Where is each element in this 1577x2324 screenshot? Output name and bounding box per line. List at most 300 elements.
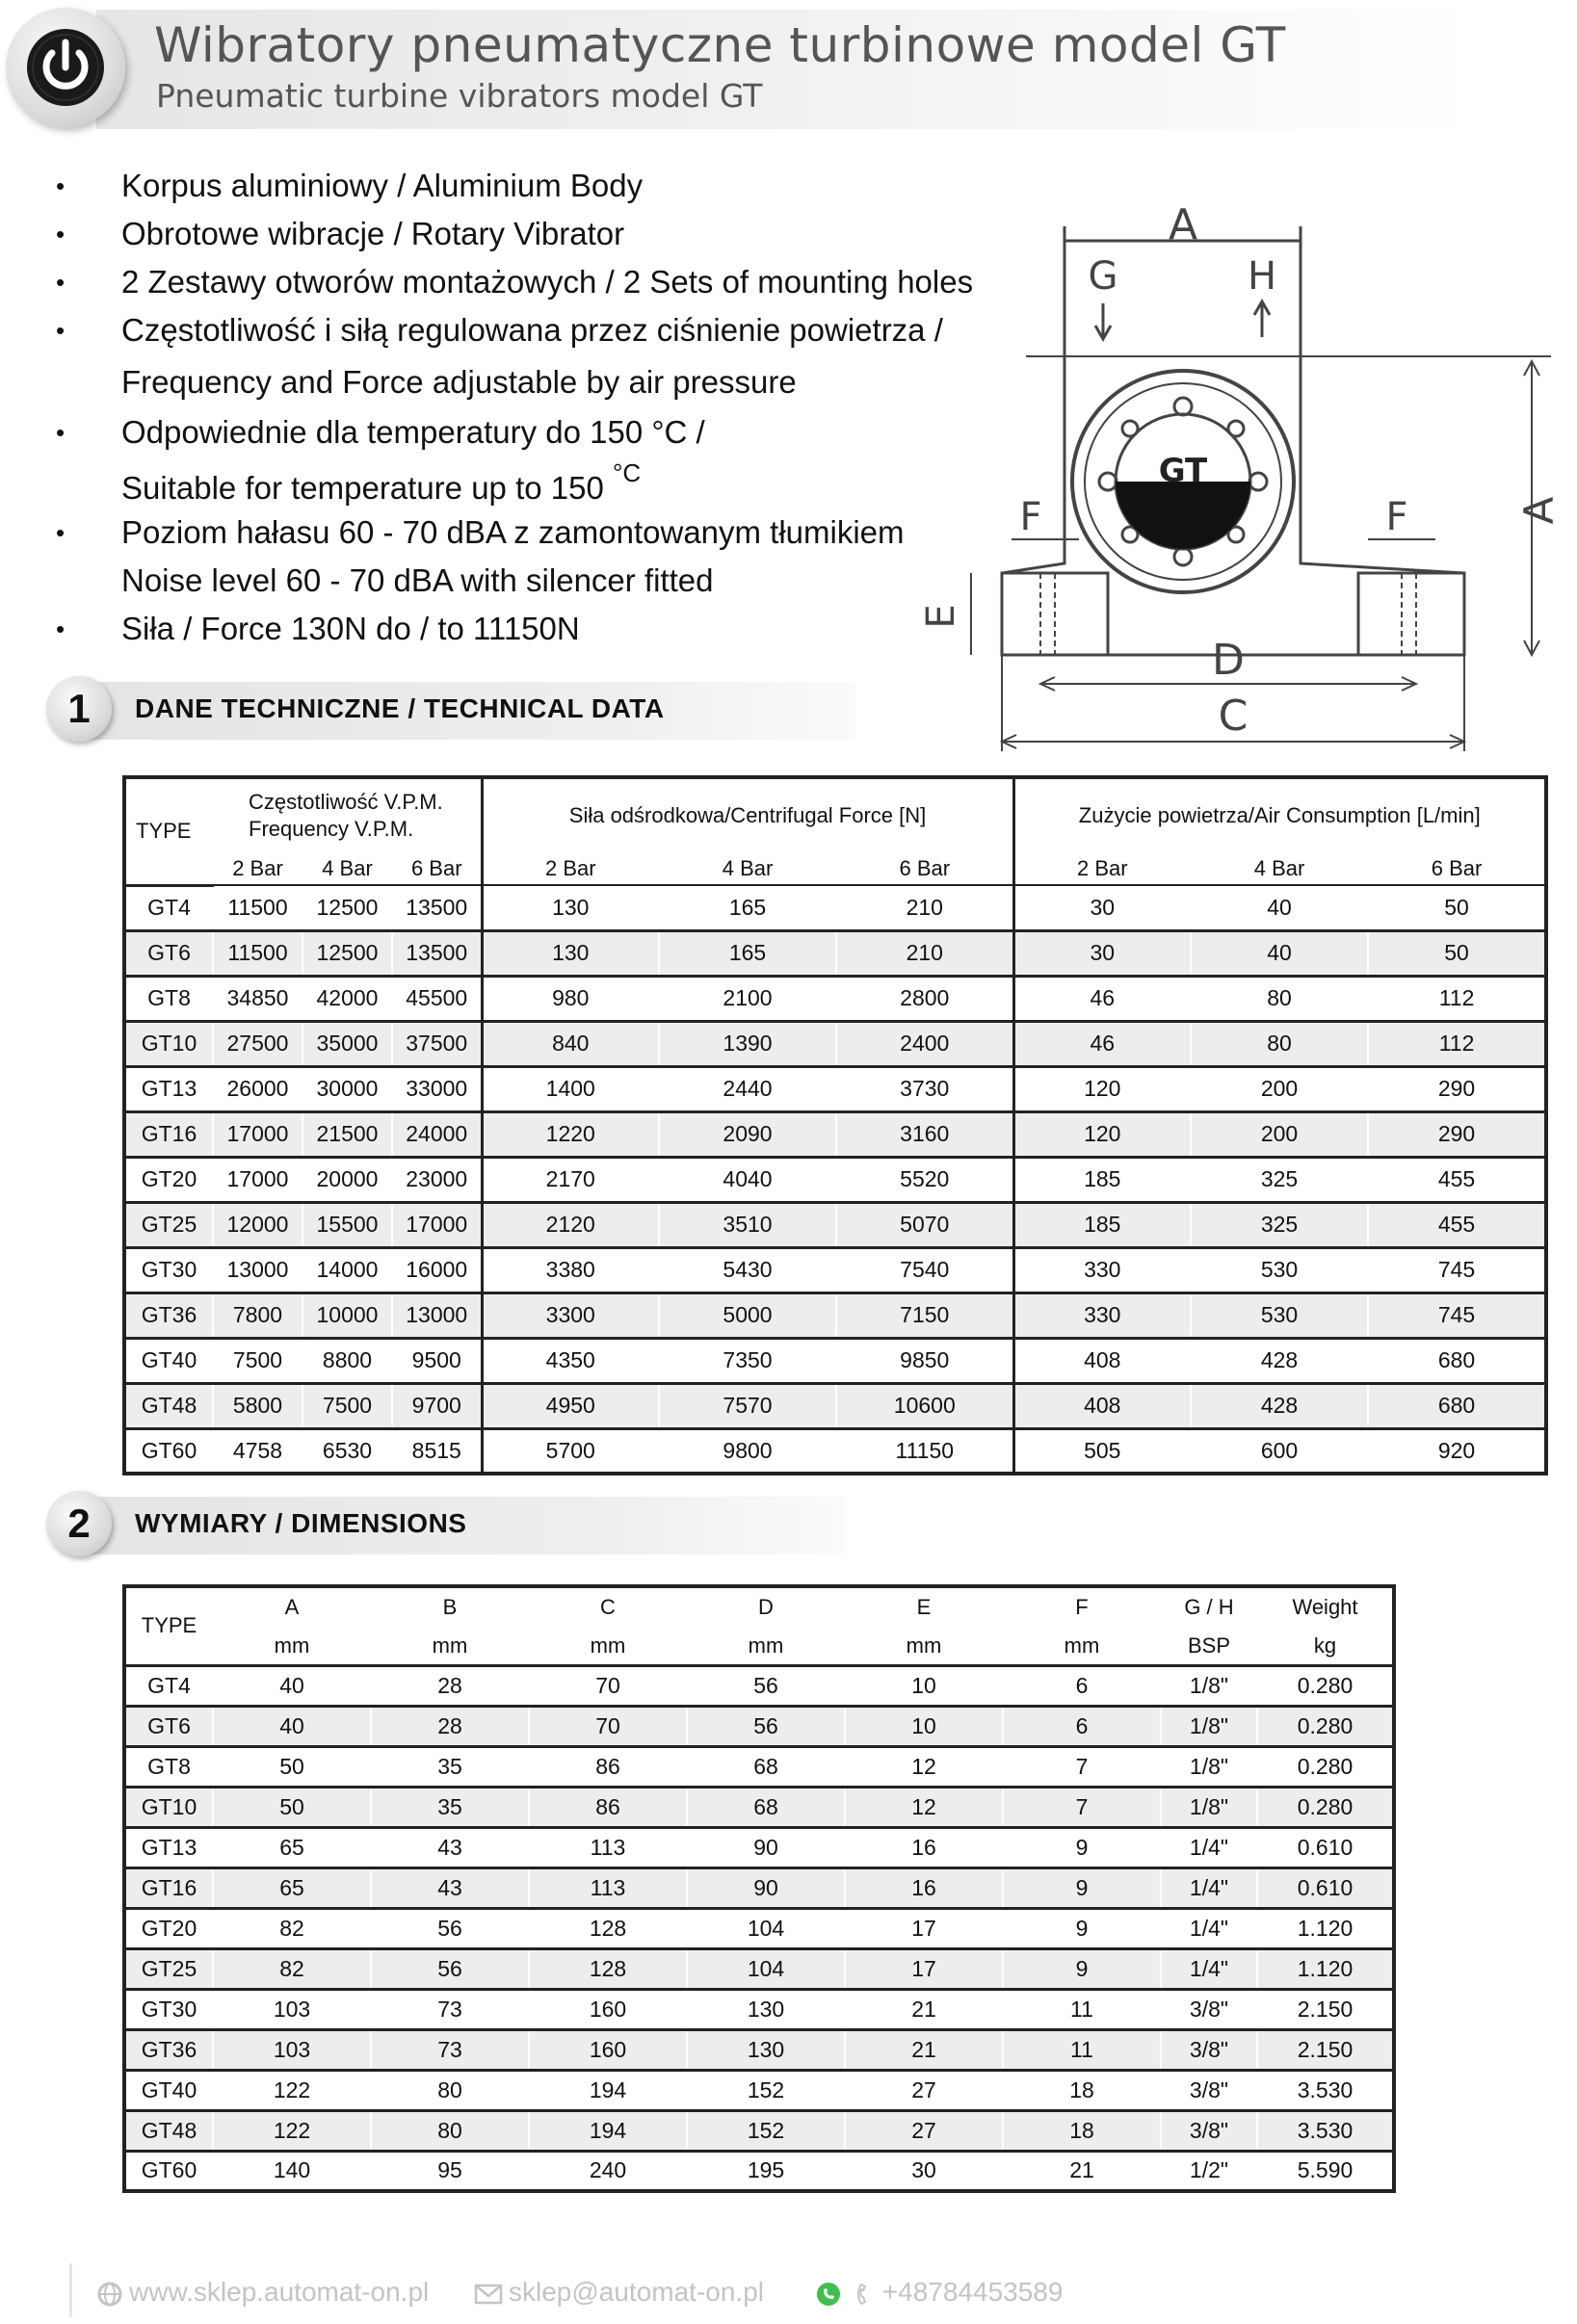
table-row	[124, 1827, 1394, 1867]
table-cell: 1/4"	[1161, 1908, 1257, 1948]
table-cell: 43	[371, 1827, 529, 1867]
globe-icon	[96, 2281, 123, 2308]
table-cell: 1400	[482, 1066, 659, 1111]
table-cell: 290	[1368, 1111, 1546, 1157]
table-cell: 4758	[213, 1428, 302, 1474]
table-cell: 7350	[659, 1338, 836, 1383]
table-cell: 2090	[659, 1111, 836, 1157]
table-cell: 210	[836, 930, 1013, 976]
table-cell: 40	[1191, 930, 1368, 976]
table-cell: 27500	[213, 1021, 302, 1066]
table-cell: 86	[529, 1787, 687, 1827]
power-icon	[21, 23, 110, 112]
table-cell: 408	[1013, 1338, 1191, 1383]
table-cell: 1.120	[1257, 1908, 1394, 1948]
table-cell: 330	[1013, 1293, 1191, 1338]
table-cell: 1/8"	[1161, 1706, 1257, 1746]
table-cell: 194	[529, 2110, 687, 2151]
table-cell: 50	[1368, 885, 1546, 930]
table-cell: 745	[1368, 1293, 1546, 1338]
table-cell: 82	[213, 1948, 371, 1989]
vibrator-drawing	[857, 202, 1570, 761]
table-cell: 11500	[213, 885, 302, 930]
table-cell: 120	[1013, 1066, 1191, 1111]
table-row	[124, 2070, 1394, 2110]
table-cell: 15500	[302, 1202, 392, 1247]
table-cell: 12500	[302, 885, 392, 930]
table-cell: 9800	[659, 1428, 836, 1474]
table-cell: 7	[1003, 1746, 1161, 1787]
table-cell: 11	[1003, 1989, 1161, 2029]
row-type: GT40	[124, 1338, 213, 1383]
table-cell: 13500	[392, 885, 482, 930]
table-cell: 4040	[659, 1157, 836, 1202]
table-cell: 30	[845, 2151, 1003, 2191]
table-cell: 3/8"	[1161, 2070, 1257, 2110]
table-cell: 200	[1191, 1066, 1368, 1111]
row-type: GT16	[124, 1867, 213, 1908]
row-type: GT16	[124, 1111, 213, 1157]
table-cell: 165	[659, 930, 836, 976]
table-cell: 17	[845, 1908, 1003, 1948]
table-cell: 455	[1368, 1202, 1546, 1247]
table-cell: 428	[1191, 1338, 1368, 1383]
row-type: GT30	[124, 1247, 213, 1293]
table-cell: 6	[1003, 1665, 1161, 1706]
mail-icon	[474, 2283, 503, 2306]
col-header-unit: mm	[687, 1627, 845, 1665]
table-cell: 11500	[213, 930, 302, 976]
col-header-unit: mm	[213, 1627, 371, 1665]
table-cell: 34850	[213, 976, 302, 1021]
table-cell: 745	[1368, 1247, 1546, 1293]
table-cell: 1390	[659, 1021, 836, 1066]
col-header-pressure: 6 Bar	[1368, 852, 1546, 885]
table-cell: 0.280	[1257, 1665, 1394, 1706]
table-cell: 428	[1191, 1383, 1368, 1428]
table-cell: 95	[371, 2151, 529, 2191]
table-cell: 3160	[836, 1111, 1013, 1157]
table-cell: 30	[1013, 885, 1191, 930]
table-cell: 112	[1368, 1021, 1546, 1066]
table-cell: 7	[1003, 1787, 1161, 1827]
section-number: 2	[46, 1491, 112, 1556]
table-cell: 5.590	[1257, 2151, 1394, 2191]
table-cell: 6530	[302, 1428, 392, 1474]
table-cell: 104	[687, 1948, 845, 1989]
dim-label-f-right: F	[1385, 495, 1408, 539]
table-cell: 530	[1191, 1247, 1368, 1293]
table-cell: 130	[687, 2029, 845, 2070]
col-header-unit: kg	[1257, 1627, 1394, 1665]
gt-badge: GT	[1158, 452, 1208, 490]
table-cell: 840	[482, 1021, 659, 1066]
dim-label-f-left: F	[1019, 495, 1042, 539]
table-cell: 5000	[659, 1293, 836, 1338]
table-cell: 30000	[302, 1066, 392, 1111]
table-row	[124, 1867, 1394, 1908]
table-row	[124, 1989, 1394, 2029]
table-row	[124, 2110, 1394, 2151]
col-header-pressure: 2 Bar	[1013, 852, 1191, 885]
table-cell: 5520	[836, 1157, 1013, 1202]
table-cell: 35000	[302, 1021, 392, 1066]
row-type: GT4	[124, 1665, 213, 1706]
table-cell: 23000	[392, 1157, 482, 1202]
col-header-pressure: 2 Bar	[213, 852, 302, 885]
col-header-type: TYPE	[124, 1586, 213, 1665]
table-cell: 7540	[836, 1247, 1013, 1293]
table-cell: 2440	[659, 1066, 836, 1111]
table-cell: 2800	[836, 976, 1013, 1021]
table-cell: 680	[1368, 1338, 1546, 1383]
table-cell: 40	[213, 1706, 371, 1746]
col-header-dimension: D	[687, 1586, 845, 1627]
footer-phone[interactable]: +48784453589	[815, 2277, 1063, 2308]
table-cell: 8800	[302, 1338, 392, 1383]
col-header-unit: mm	[529, 1627, 687, 1665]
table-cell: 35	[371, 1746, 529, 1787]
table-row	[124, 2029, 1394, 2070]
table-cell: 113	[529, 1827, 687, 1867]
table-cell: 7500	[213, 1338, 302, 1383]
table-cell: 165	[659, 885, 836, 930]
whatsapp-icon	[815, 2281, 842, 2308]
table-row	[124, 1202, 1546, 1247]
table-cell: 50	[1368, 930, 1546, 976]
power-logo	[6, 8, 125, 127]
table-row	[124, 1021, 1546, 1066]
table-cell: 1/8"	[1161, 1746, 1257, 1787]
table-cell: 12000	[213, 1202, 302, 1247]
table-row	[124, 1948, 1394, 1989]
col-header-type: TYPE	[124, 777, 213, 885]
table-cell: 12	[845, 1787, 1003, 1827]
table-cell: 27	[845, 2070, 1003, 2110]
technical-data-table	[122, 775, 1548, 1475]
table-cell: 0.280	[1257, 1787, 1394, 1827]
col-header-pressure: 4 Bar	[302, 852, 392, 885]
table-cell: 65	[213, 1867, 371, 1908]
table-cell: 195	[687, 2151, 845, 2191]
table-cell: 128	[529, 1948, 687, 1989]
table-cell: 7500	[302, 1383, 392, 1428]
table-cell: 3.530	[1257, 2110, 1394, 2151]
table-cell: 9700	[392, 1383, 482, 1428]
table-cell: 16000	[392, 1247, 482, 1293]
table-row	[124, 976, 1546, 1021]
table-cell: 152	[687, 2110, 845, 2151]
col-header-pressure: 4 Bar	[1191, 852, 1368, 885]
table-cell: 21500	[302, 1111, 392, 1157]
table-cell: 530	[1191, 1293, 1368, 1338]
table-cell: 90	[687, 1827, 845, 1867]
table-cell: 185	[1013, 1157, 1191, 1202]
table-cell: 4950	[482, 1383, 659, 1428]
table-cell: 0.610	[1257, 1827, 1394, 1867]
table-cell: 1/8"	[1161, 1787, 1257, 1827]
col-header-air: Zużycie powietrza/Air Consumption [L/min]	[1013, 777, 1546, 852]
table-cell: 240	[529, 2151, 687, 2191]
row-type: GT60	[124, 2151, 213, 2191]
table-cell: 20000	[302, 1157, 392, 1202]
table-cell: 113	[529, 1867, 687, 1908]
table-cell: 30	[1013, 930, 1191, 976]
page-subtitle: Pneumatic turbine vibrators model GT	[156, 77, 763, 115]
table-cell: 28	[371, 1665, 529, 1706]
table-cell: 11	[1003, 2029, 1161, 2070]
table-cell: 17000	[392, 1202, 482, 1247]
col-header-force: Siła odśrodkowa/Centrifugal Force [N]	[482, 777, 1013, 852]
table-row	[124, 885, 1546, 930]
table-cell: 12	[845, 1746, 1003, 1787]
table-cell: 37500	[392, 1021, 482, 1066]
table-cell: 28	[371, 1706, 529, 1746]
table-cell: 130	[482, 930, 659, 976]
table-cell: 5700	[482, 1428, 659, 1474]
row-type: GT36	[124, 1293, 213, 1338]
table-cell: 122	[213, 2110, 371, 2151]
table-cell: 3510	[659, 1202, 836, 1247]
table-row	[124, 1247, 1546, 1293]
col-header-pressure: 4 Bar	[659, 852, 836, 885]
table-cell: 33000	[392, 1066, 482, 1111]
table-cell: 9500	[392, 1338, 482, 1383]
table-cell: 68	[687, 1787, 845, 1827]
table-cell: 140	[213, 2151, 371, 2191]
table-cell: 0.280	[1257, 1706, 1394, 1746]
table-cell: 9	[1003, 1948, 1161, 1989]
table-cell: 152	[687, 2070, 845, 2110]
footer-divider	[69, 2263, 72, 2317]
table-cell: 408	[1013, 1383, 1191, 1428]
table-cell: 185	[1013, 1202, 1191, 1247]
footer-website[interactable]: www.sklep.automat-on.pl	[96, 2277, 429, 2308]
table-cell: 18	[1003, 2110, 1161, 2151]
col-header-pressure: 6 Bar	[836, 852, 1013, 885]
table-cell: 600	[1191, 1428, 1368, 1474]
row-type: GT8	[124, 1746, 213, 1787]
col-header-unit: BSP	[1161, 1627, 1257, 1665]
table-cell: 1/4"	[1161, 1948, 1257, 1989]
table-cell: 9	[1003, 1867, 1161, 1908]
table-cell: 40	[1191, 885, 1368, 930]
table-cell: 10600	[836, 1383, 1013, 1428]
table-cell: 3.530	[1257, 2070, 1394, 2110]
table-cell: 330	[1013, 1247, 1191, 1293]
row-type: GT6	[124, 930, 213, 976]
table-row	[124, 1665, 1394, 1706]
table-cell: 3/8"	[1161, 1989, 1257, 2029]
row-type: GT60	[124, 1428, 213, 1474]
table-cell: 35	[371, 1787, 529, 1827]
table-cell: 18	[1003, 2070, 1161, 2110]
table-row	[124, 1746, 1394, 1787]
row-type: GT10	[124, 1021, 213, 1066]
table-cell: 2100	[659, 976, 836, 1021]
col-header-dimension: A	[213, 1586, 371, 1627]
table-cell: 24000	[392, 1111, 482, 1157]
table-cell: 1/2"	[1161, 2151, 1257, 2191]
table-cell: 17	[845, 1948, 1003, 1989]
col-header-dimension: B	[371, 1586, 529, 1627]
row-type: GT6	[124, 1706, 213, 1746]
dim-label-h: H	[1247, 254, 1277, 299]
table-cell: 73	[371, 2029, 529, 2070]
table-cell: 1220	[482, 1111, 659, 1157]
table-cell: 7150	[836, 1293, 1013, 1338]
table-cell: 0.280	[1257, 1746, 1394, 1787]
table-cell: 160	[529, 1989, 687, 2029]
table-cell: 8515	[392, 1428, 482, 1474]
table-cell: 210	[836, 885, 1013, 930]
table-cell: 5070	[836, 1202, 1013, 1247]
table-cell: 80	[1191, 976, 1368, 1021]
table-cell: 9	[1003, 1908, 1161, 1948]
table-cell: 7570	[659, 1383, 836, 1428]
row-type: GT25	[124, 1948, 213, 1989]
col-header-unit: mm	[845, 1627, 1003, 1665]
table-cell: 11150	[836, 1428, 1013, 1474]
table-row	[124, 1383, 1546, 1428]
table-cell: 86	[529, 1746, 687, 1787]
table-cell: 104	[687, 1908, 845, 1948]
table-cell: 2.150	[1257, 2029, 1394, 2070]
table-cell: 1/4"	[1161, 1827, 1257, 1867]
table-cell: 112	[1368, 976, 1546, 1021]
table-cell: 17000	[213, 1157, 302, 1202]
table-cell: 122	[213, 2070, 371, 2110]
table-cell: 3/8"	[1161, 2110, 1257, 2151]
table-cell: 9	[1003, 1827, 1161, 1867]
footer	[0, 2263, 1577, 2321]
table-cell: 46	[1013, 1021, 1191, 1066]
table-cell: 7800	[213, 1293, 302, 1338]
table-cell: 103	[213, 2029, 371, 2070]
dim-label-d: D	[1212, 636, 1245, 685]
table-cell: 2120	[482, 1202, 659, 1247]
table-cell: 56	[371, 1908, 529, 1948]
row-type: GT13	[124, 1827, 213, 1867]
section-title: WYMIARY / DIMENSIONS	[135, 1508, 467, 1538]
col-header-dimension: Weight	[1257, 1586, 1394, 1627]
table-cell: 980	[482, 976, 659, 1021]
table-row	[124, 1157, 1546, 1202]
table-cell: 200	[1191, 1111, 1368, 1157]
row-type: GT48	[124, 2110, 213, 2151]
table-cell: 160	[529, 2029, 687, 2070]
table-cell: 5430	[659, 1247, 836, 1293]
dim-label-a-side: A	[1515, 496, 1563, 525]
dim-label-c: C	[1218, 692, 1248, 741]
table-cell: 2170	[482, 1157, 659, 1202]
table-cell: 26000	[213, 1066, 302, 1111]
table-cell: 82	[213, 1908, 371, 1948]
col-header-dimension: C	[529, 1586, 687, 1627]
dim-label-g: G	[1088, 254, 1118, 299]
table-cell: 1/8"	[1161, 1665, 1257, 1706]
table-cell: 5800	[213, 1383, 302, 1428]
table-cell: 455	[1368, 1157, 1546, 1202]
table-cell: 2.150	[1257, 1989, 1394, 2029]
table-cell: 4350	[482, 1338, 659, 1383]
table-cell: 45500	[392, 976, 482, 1021]
table-cell: 56	[687, 1706, 845, 1746]
table-cell: 10	[845, 1706, 1003, 1746]
table-cell: 21	[845, 1989, 1003, 2029]
table-cell: 65	[213, 1827, 371, 1867]
table-cell: 27	[845, 2110, 1003, 2151]
row-type: GT30	[124, 1989, 213, 2029]
table-cell: 128	[529, 1908, 687, 1948]
table-cell: 56	[371, 1948, 529, 1989]
table-cell: 70	[529, 1706, 687, 1746]
table-cell: 130	[482, 885, 659, 930]
table-cell: 3/8"	[1161, 2029, 1257, 2070]
table-cell: 6	[1003, 1706, 1161, 1746]
table-cell: 290	[1368, 1066, 1546, 1111]
table-row	[124, 1338, 1546, 1383]
table-cell: 68	[687, 1746, 845, 1787]
dim-label-a-top: A	[1168, 202, 1198, 249]
phone-icon	[855, 2281, 877, 2308]
row-type: GT8	[124, 976, 213, 1021]
table-cell: 920	[1368, 1428, 1546, 1474]
table-cell: 13000	[392, 1293, 482, 1338]
table-cell: 40	[213, 1665, 371, 1706]
table-cell: 42000	[302, 976, 392, 1021]
table-cell: 21	[1003, 2151, 1161, 2191]
table-cell: 120	[1013, 1111, 1191, 1157]
table-cell: 50	[213, 1787, 371, 1827]
row-type: GT20	[124, 1157, 213, 1202]
table-row	[124, 1787, 1394, 1827]
table-row	[124, 1111, 1546, 1157]
row-type: GT4	[124, 885, 213, 930]
row-type: GT36	[124, 2029, 213, 2070]
table-cell: 10000	[302, 1293, 392, 1338]
table-cell: 16	[845, 1827, 1003, 1867]
row-type: GT40	[124, 2070, 213, 2110]
col-header-pressure: 2 Bar	[482, 852, 659, 885]
table-cell: 2400	[836, 1021, 1013, 1066]
table-cell: 325	[1191, 1202, 1368, 1247]
col-header-unit: mm	[371, 1627, 529, 1665]
table-cell: 0.610	[1257, 1867, 1394, 1908]
table-cell: 325	[1191, 1157, 1368, 1202]
table-cell: 80	[371, 2070, 529, 2110]
table-cell: 505	[1013, 1428, 1191, 1474]
table-cell: 80	[371, 2110, 529, 2151]
table-row	[124, 1066, 1546, 1111]
table-cell: 13000	[213, 1247, 302, 1293]
table-cell: 17000	[213, 1111, 302, 1157]
table-cell: 3730	[836, 1066, 1013, 1111]
page-title: Wibratory pneumatyczne turbinowe model GT	[154, 17, 1286, 73]
table-row	[124, 1428, 1546, 1474]
col-header-dimension: G / H	[1161, 1586, 1257, 1627]
table-cell: 21	[845, 2029, 1003, 2070]
table-cell: 50	[213, 1746, 371, 1787]
table-cell: 10	[845, 1665, 1003, 1706]
col-header-pressure: 6 Bar	[392, 852, 482, 885]
table-cell: 46	[1013, 976, 1191, 1021]
footer-email[interactable]: sklep@automat-on.pl	[474, 2277, 764, 2308]
table-cell: 194	[529, 2070, 687, 2110]
col-header-dimension: F	[1003, 1586, 1161, 1627]
table-cell: 9850	[836, 1338, 1013, 1383]
table-cell: 73	[371, 1989, 529, 2029]
